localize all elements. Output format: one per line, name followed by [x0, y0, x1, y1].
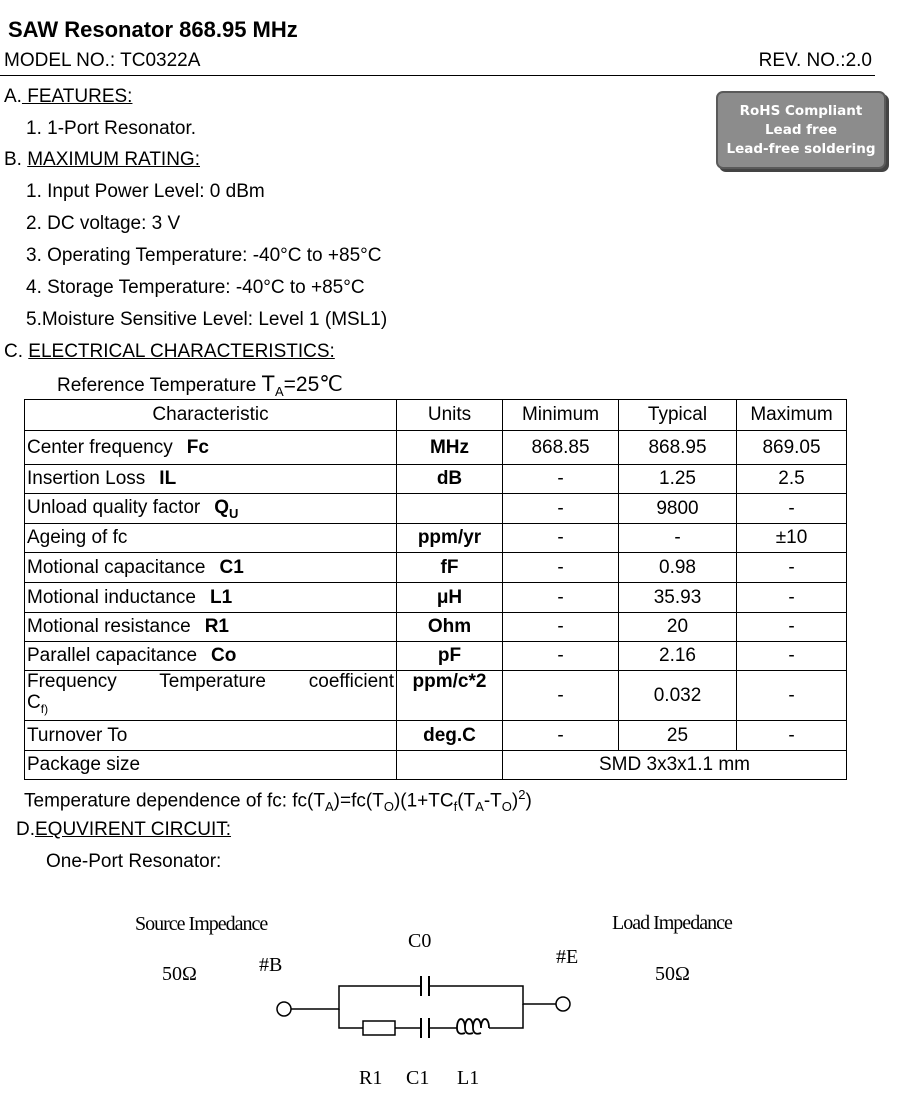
table-row: Motional inductance L1 μH - 35.93 -: [25, 583, 847, 613]
c1-label: C1: [406, 1067, 430, 1089]
section-max-rating-prefix: B.: [4, 149, 22, 170]
section-features-heading: [4, 86, 132, 108]
c1-capacitor-icon: [421, 1018, 429, 1038]
table-header-row: [25, 400, 847, 431]
rating-item: 1. Input Power Level: 0 dBm: [26, 181, 265, 202]
column-header-units: Units: [397, 400, 503, 431]
table-row: Unload quality factor $Q_U$ - 9800 -: [25, 494, 847, 524]
node-e-label: #E: [556, 946, 579, 968]
source-impedance-label: Source Impedance: [135, 913, 268, 935]
header-divider-right: [705, 75, 875, 76]
lower-branch-wire: [339, 1004, 523, 1028]
r1-resistor-icon: [363, 1021, 395, 1035]
column-header-maximum: Maximum: [737, 400, 847, 431]
c0-capacitor-icon: [421, 976, 429, 996]
model-number: MODEL NO.: TC0322A: [4, 50, 201, 71]
section-electrical-prefix: C.: [4, 341, 23, 362]
column-header-characteristic: Characteristic: [25, 400, 397, 431]
section-max-rating-title: MAXIMUM RATING:: [27, 149, 200, 170]
feature-item: 1. 1-Port Resonator.: [26, 118, 197, 139]
table-row: Ageing of fc ppm/yr - - ±10: [25, 524, 847, 553]
rohs-badge: [716, 91, 886, 169]
table-row: Motional capacitance C1 fF - 0.98 -: [25, 553, 847, 583]
section-circuit-prefix: D.: [16, 819, 35, 840]
l1-label: L1: [457, 1067, 480, 1089]
temperature-formula: Temperature dependence of fc: $fc(T_A)=fc(T_O)(1+TC_f(T_A-T_O)^2)$: [24, 787, 532, 815]
badge-line-soldering: Lead-free soldering: [726, 140, 876, 157]
upper-branch-wire: [291, 986, 556, 1009]
table-row: Insertion Loss IL dB - 1.25 2.5: [25, 465, 847, 494]
equivalent-circuit-diagram: [0, 880, 900, 1107]
header-divider: [0, 75, 705, 76]
column-header-typical: Typical: [619, 400, 737, 431]
characteristics-table: [24, 399, 847, 780]
document-title: SAW Resonator 868.95 MHz: [8, 17, 298, 42]
badge-line-rohs: RoHS Compliant: [739, 102, 863, 119]
section-features-title: FEATURES:: [21, 86, 133, 107]
badge-line-lead-free: Lead free: [764, 121, 838, 138]
reference-temperature: Reference Temperature $T_A=25℃$: [57, 371, 343, 399]
c0-label: C0: [408, 930, 432, 952]
terminal-b-icon: [277, 1002, 291, 1016]
rating-item: 2. DC voltage: 3 V: [26, 213, 181, 234]
table-row: Turnover To deg.C - 25 -: [25, 721, 847, 751]
rating-item: 3. Operating Temperature: -40°C to +85°C: [26, 245, 382, 266]
column-header-minimum: Minimum: [503, 400, 619, 431]
table-row: Package size SMD 3x3x1.1 mm: [25, 751, 847, 780]
load-impedance-value: 50Ω: [655, 963, 690, 985]
table-row: Center frequency Fc MHz 868.85 868.95 869.05: [25, 431, 847, 465]
section-circuit-title: EQUVIRENT CIRCUIT:: [35, 819, 232, 840]
table-row: Motional resistance R1 Ohm - 20 -: [25, 613, 847, 642]
section-electrical-title: ELECTRICAL CHARACTERISTICS:: [28, 341, 335, 362]
terminal-e-icon: [556, 997, 570, 1011]
section-max-rating-heading: [4, 149, 200, 171]
rating-item: 4. Storage Temperature: -40°C to +85°C: [26, 277, 365, 298]
section-circuit-heading: [16, 819, 231, 841]
circuit-subtitle: One-Port Resonator:: [46, 851, 222, 872]
node-b-label: #B: [259, 954, 283, 976]
table-row: Frequency Temperature coefficient $C_{f)}$ ppm/c*2 - 0.032 -: [25, 671, 847, 721]
section-features-prefix: A.: [4, 86, 22, 107]
r1-label: R1: [359, 1067, 383, 1089]
revision-number: REV. NO.:2.0: [758, 50, 872, 71]
table-row: Parallel capacitance Co pF - 2.16 -: [25, 642, 847, 671]
rating-item: 5.Moisture Sensitive Level: Level 1 (MSL1): [26, 309, 388, 330]
l1-inductor-icon: [457, 1019, 489, 1034]
load-impedance-label: Load Impedance: [612, 912, 732, 934]
section-electrical-heading: [4, 341, 335, 363]
source-impedance-value: 50Ω: [162, 963, 197, 985]
